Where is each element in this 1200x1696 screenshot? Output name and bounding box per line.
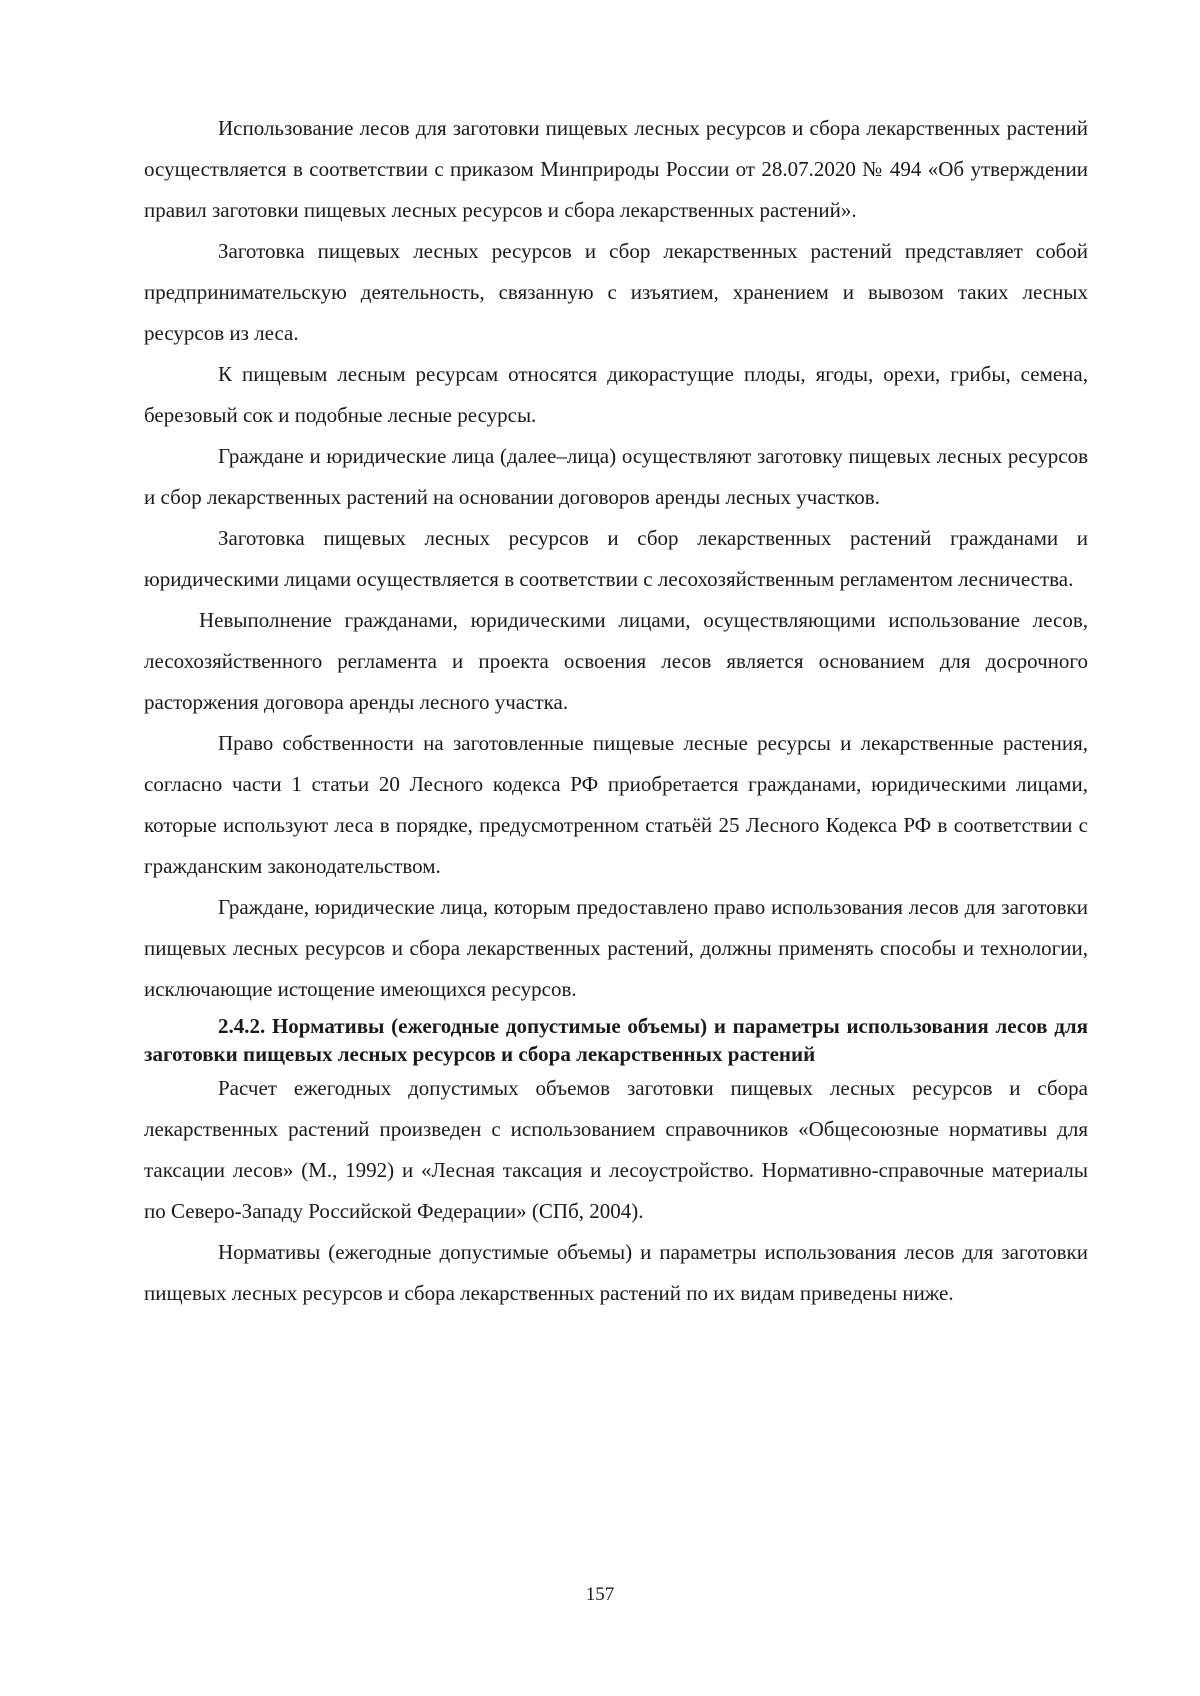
paragraph: Нормативы (ежегодные допустимые объемы) и параметры использования лесов для заготовки пищевых лесных ресурсов и сбора лекарственных растений по их видам приведены ниже. xyxy=(144,1240,1088,1305)
paragraph: Заготовка пищевых лесных ресурсов и сбор лекарственных растений представляет собой предпринимательскую деятельность, связанную с изъятием, хранением и вывозом таких лесных ресурсов из леса. xyxy=(144,239,1088,345)
paragraph: Право собственности на заготовленные пищевые лесные ресурсы и лекарственные растения, согласно части 1 статьи 20 Лесного кодекса РФ приобретается гражданами, юридическими лицами, которые используют леса в порядке, предусмотренном статьёй 25 Лесного Кодекса РФ в соответствии с гражданским законодательством. xyxy=(144,731,1088,878)
paragraph: К пищевым лесным ресурсам относятся дикорастущие плоды, ягоды, орехи, грибы, семена, березовый сок и подобные лесные ресурсы. xyxy=(144,362,1088,427)
section-heading: 2.4.2. Нормативы (ежегодные допустимые объемы) и параметры использования лесов для заготовки пищевых лесных ресурсов и сбора лекарственных растений xyxy=(144,1014,1088,1066)
paragraph: Заготовка пищевых лесных ресурсов и сбор лекарственных растений гражданами и юридическими лицами осуществляется в соответствии с лесохозяйственным регламентом лесничества. xyxy=(144,526,1088,591)
paragraph: Невыполнение гражданами, юридическими лицами, осуществляющими использование лесов, лесохозяйственного регламента и проекта освоения лесов является основанием для досрочного расторжения договора аренды лесного участка. xyxy=(144,608,1088,714)
page-number: 157 xyxy=(585,1584,615,1605)
paragraph: Граждане и юридические лица (далее–лица) осуществляют заготовку пищевых лесных ресурсов и сбор лекарственных растений на основании договоров аренды лесных участков. xyxy=(144,444,1088,509)
paragraph: Использование лесов для заготовки пищевых лесных ресурсов и сбора лекарственных растений осуществляется в соответствии с приказом Минприроды России от 28.07.2020 № 494 «Об утверждении правил заготовки пищевых лесных ресурсов и сбора лекарственных растений». xyxy=(144,116,1088,222)
paragraph: Граждане, юридические лица, которым предоставлено право использования лесов для заготовки пищевых лесных ресурсов и сбора лекарственных растений, должны применять способы и технологии, исключающие истощение имеющихся ресурсов. xyxy=(144,895,1088,1001)
document-page xyxy=(144,108,1088,1314)
paragraph: Расчет ежегодных допустимых объемов заготовки пищевых лесных ресурсов и сбора лекарственных растений произведен с использованием справочников «Общесоюзные нормативы для таксации лесов» (М., 1992) и «Лесная таксация и лесоустройство. Нормативно-справочные материалы по Северо-Западу Российской Федерации» (СПб, 2004). xyxy=(144,1076,1088,1223)
